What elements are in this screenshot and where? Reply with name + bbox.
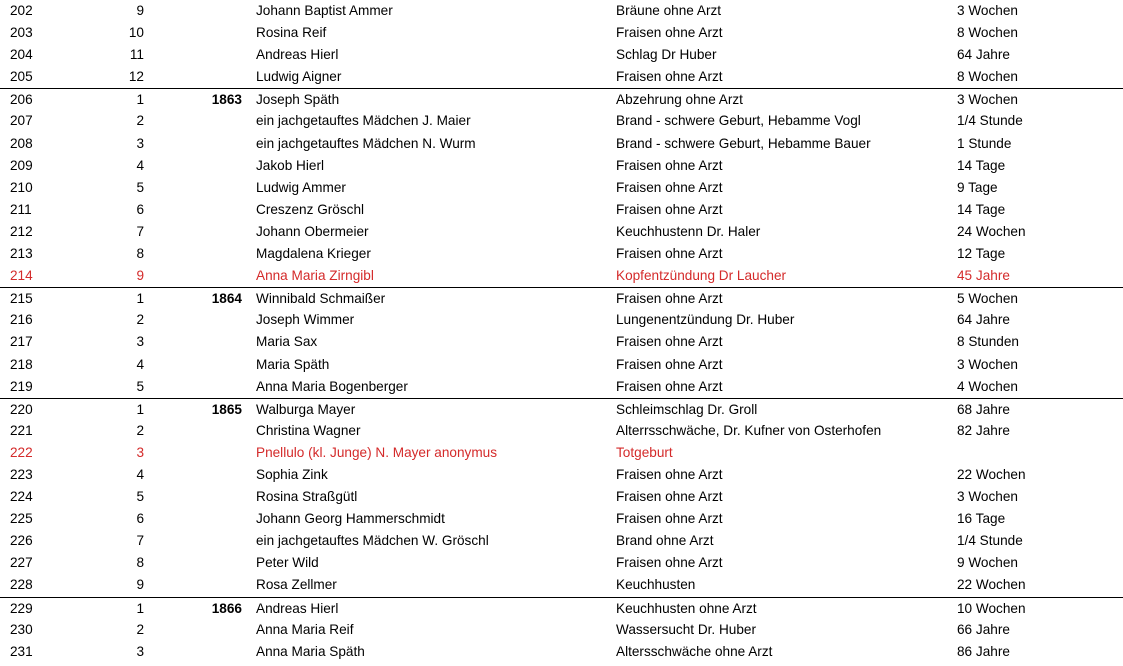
- person-name: Rosina Straßgütl: [256, 489, 358, 505]
- person-name: Anna Maria Reif: [256, 621, 354, 637]
- entry-number: 229: [10, 600, 33, 616]
- age-at-death: 9 Tage: [957, 179, 998, 195]
- person-name: ein jachgetauftes Mädchen N. Wurm: [256, 135, 476, 151]
- cause-of-death: Schlag Dr Huber: [616, 47, 717, 63]
- cause-of-death: Lungenentzündung Dr. Huber: [616, 312, 795, 328]
- person-name: Rosina Reif: [256, 25, 327, 41]
- entry-number: 207: [10, 113, 33, 129]
- person-name: Christina Wagner: [256, 422, 361, 438]
- table-row: [0, 574, 1123, 596]
- cause-of-death: Fraisen ohne Arzt: [616, 356, 723, 372]
- entry-number: 226: [10, 533, 33, 549]
- age-at-death: 16 Tage: [957, 511, 1006, 527]
- age-at-death: 66 Jahre: [957, 621, 1010, 637]
- age-at-death: 1 Stunde: [957, 135, 1012, 151]
- cause-of-death: Fraisen ohne Arzt: [616, 511, 723, 527]
- entry-number: 230: [10, 621, 33, 637]
- entry-number: 223: [10, 466, 33, 482]
- person-name: Johann Georg Hammerschmidt: [256, 511, 445, 527]
- year-sequence-number: 1: [136, 401, 144, 417]
- table-row: [0, 243, 1123, 265]
- year-sequence-number: 3: [136, 643, 144, 659]
- table-row: [0, 287, 1123, 309]
- table-row: [0, 619, 1123, 641]
- cause-of-death: Kopfentzündung Dr Laucher: [616, 268, 787, 284]
- year-sequence-number: 11: [129, 47, 144, 63]
- year-sequence-number: 6: [136, 201, 144, 217]
- entry-number: 205: [10, 69, 33, 85]
- year-sequence-number: 12: [128, 69, 144, 85]
- year-sequence-number: 2: [136, 621, 144, 637]
- table-row: [0, 420, 1123, 442]
- person-name: Maria Späth: [256, 356, 330, 372]
- year-sequence-number: 7: [136, 223, 144, 239]
- age-at-death: 1/4 Stunde: [957, 113, 1023, 129]
- table-row: [0, 641, 1123, 663]
- cause-of-death: Fraisen ohne Arzt: [616, 157, 723, 173]
- table-row: [0, 486, 1123, 508]
- cause-of-death: Keuchhustenn Dr. Haler: [616, 223, 761, 239]
- person-name: Winnibald Schmaißer: [256, 291, 386, 307]
- entry-number: 231: [10, 643, 33, 659]
- cause-of-death: Brand - schwere Geburt, Hebamme Vogl: [616, 113, 861, 129]
- cause-of-death: Fraisen ohne Arzt: [616, 378, 723, 394]
- age-at-death: 14 Tage: [957, 157, 1006, 173]
- year-sequence-number: 8: [136, 555, 144, 571]
- table-row: [0, 552, 1123, 574]
- age-at-death: 3 Wochen: [957, 92, 1018, 108]
- entry-number: 219: [10, 378, 33, 394]
- person-name: ein jachgetauftes Mädchen J. Maier: [256, 113, 471, 129]
- year-sequence-number: 9: [136, 577, 144, 593]
- year-sequence-number: 2: [136, 422, 144, 438]
- table-row: [0, 442, 1123, 464]
- year-sequence-number: 10: [128, 25, 144, 41]
- entry-number: 212: [10, 223, 33, 239]
- age-at-death: 14 Tage: [957, 201, 1006, 217]
- person-name: Joseph Wimmer: [256, 312, 355, 328]
- person-name: Walburga Mayer: [256, 401, 356, 417]
- entry-number: 210: [10, 179, 33, 195]
- cause-of-death: Totgeburt: [616, 444, 673, 460]
- year-sequence-number: 1: [136, 291, 144, 307]
- cause-of-death: Fraisen ohne Arzt: [616, 246, 723, 262]
- table-row: [0, 199, 1123, 221]
- age-at-death: 8 Stunden: [957, 334, 1019, 350]
- table-row: [0, 22, 1123, 44]
- entry-number: 202: [10, 3, 33, 18]
- entry-number: 215: [10, 291, 33, 307]
- age-at-death: 8 Wochen: [957, 69, 1018, 85]
- cause-of-death: Bräune ohne Arzt: [616, 3, 722, 18]
- entry-number: 213: [10, 246, 33, 262]
- cause-of-death: Schleimschlag Dr. Groll: [616, 401, 758, 417]
- year-sequence-number: 1: [136, 92, 144, 108]
- age-at-death: 8 Wochen: [957, 25, 1018, 41]
- age-at-death: 22 Wochen: [957, 577, 1026, 593]
- entry-number: 204: [10, 47, 33, 63]
- table-row: [0, 0, 1123, 22]
- entry-number: 221: [10, 422, 33, 438]
- year-sequence-number: 5: [136, 179, 144, 195]
- age-at-death: 82 Jahre: [957, 422, 1010, 438]
- entry-number: 208: [10, 135, 33, 151]
- age-at-death: 24 Wochen: [957, 223, 1026, 239]
- cause-of-death: Fraisen ohne Arzt: [616, 466, 723, 482]
- age-at-death: 3 Wochen: [957, 356, 1018, 372]
- cause-of-death: Fraisen ohne Arzt: [616, 334, 723, 350]
- person-name: Andreas Hierl: [256, 600, 339, 616]
- entry-number: 227: [10, 555, 33, 571]
- age-at-death: 4 Wochen: [957, 378, 1018, 394]
- person-name: Anna Maria Zirngibl: [256, 268, 374, 284]
- year-sequence-number: 1: [136, 600, 144, 616]
- entry-number: 228: [10, 577, 33, 593]
- person-name: Andreas Hierl: [256, 47, 339, 63]
- table-row: [0, 221, 1123, 243]
- cause-of-death: Keuchhusten: [616, 577, 696, 593]
- person-name: ein jachgetauftes Mädchen W. Gröschl: [256, 533, 489, 549]
- person-name: Magdalena Krieger: [256, 246, 371, 262]
- year-label: 1864: [211, 291, 242, 307]
- table-row: [0, 376, 1123, 398]
- year-sequence-number: 3: [136, 135, 144, 151]
- table-row: [0, 464, 1123, 486]
- cause-of-death: Abzehrung ohne Arzt: [616, 92, 743, 108]
- entry-number: 214: [10, 268, 33, 284]
- person-name: Rosa Zellmer: [256, 577, 337, 593]
- entry-number: 216: [10, 312, 33, 328]
- cause-of-death: Fraisen ohne Arzt: [616, 555, 723, 571]
- cause-of-death: Brand - schwere Geburt, Hebamme Bauer: [616, 135, 871, 151]
- entry-number: 209: [10, 157, 33, 173]
- age-at-death: 45 Jahre: [957, 268, 1010, 284]
- person-name: Peter Wild: [256, 555, 319, 571]
- cause-of-death: Altersschwäche ohne Arzt: [616, 643, 773, 659]
- year-sequence-number: 4: [136, 157, 144, 173]
- year-sequence-number: 4: [136, 466, 144, 482]
- year-sequence-number: 5: [136, 489, 144, 505]
- person-name: Ludwig Aigner: [256, 69, 342, 85]
- entry-number: 206: [10, 92, 33, 108]
- table-row: [0, 44, 1123, 66]
- year-sequence-number: 5: [136, 378, 144, 394]
- person-name: Ludwig Ammer: [256, 179, 346, 195]
- table-row: [0, 354, 1123, 376]
- person-name: Johann Baptist Ammer: [256, 3, 393, 18]
- year-label: 1863: [211, 92, 242, 108]
- year-label: 1866: [211, 600, 242, 616]
- year-sequence-number: 9: [136, 268, 144, 284]
- year-sequence-number: 3: [136, 444, 144, 460]
- age-at-death: 9 Wochen: [957, 555, 1018, 571]
- age-at-death: 1/4 Stunde: [957, 533, 1023, 549]
- cause-of-death: Alterrsschwäche, Dr. Kufner von Osterhofen: [616, 422, 882, 438]
- person-name: Pnellulo (kl. Junge) N. Mayer anonymus: [256, 444, 498, 460]
- year-sequence-number: 9: [136, 3, 144, 18]
- person-name: Sophia Zink: [256, 466, 328, 482]
- year-label: 1865: [211, 401, 242, 417]
- person-name: Anna Maria Späth: [256, 643, 365, 659]
- age-at-death: 3 Wochen: [957, 3, 1018, 18]
- table-row: [0, 530, 1123, 552]
- age-at-death: 64 Jahre: [957, 312, 1010, 328]
- person-name: Maria Sax: [256, 334, 318, 350]
- person-name: Jakob Hierl: [256, 157, 324, 173]
- table-row: [0, 110, 1123, 132]
- age-at-death: 22 Wochen: [957, 466, 1026, 482]
- table-row: [0, 88, 1123, 110]
- table-row: [0, 66, 1123, 88]
- entry-number: 224: [10, 489, 33, 505]
- entry-number: 217: [10, 334, 33, 350]
- cause-of-death: Wassersucht Dr. Huber: [616, 621, 757, 637]
- age-at-death: 86 Jahre: [957, 643, 1010, 659]
- entry-number: 222: [10, 444, 33, 460]
- cause-of-death: Keuchhusten ohne Arzt: [616, 600, 757, 616]
- entry-number: 218: [10, 356, 33, 372]
- year-sequence-number: 6: [136, 511, 144, 527]
- table-row: [0, 508, 1123, 530]
- age-at-death: 10 Wochen: [957, 600, 1026, 616]
- table-row: [0, 331, 1123, 353]
- year-sequence-number: 2: [136, 312, 144, 328]
- person-name: Joseph Späth: [256, 92, 340, 108]
- age-at-death: 64 Jahre: [957, 47, 1010, 63]
- year-sequence-number: 3: [136, 334, 144, 350]
- age-at-death: 5 Wochen: [957, 291, 1018, 307]
- entry-number: 220: [10, 401, 33, 417]
- age-at-death: 3 Wochen: [957, 489, 1018, 505]
- age-at-death: 12 Tage: [957, 246, 1006, 262]
- entry-number: 211: [10, 201, 32, 217]
- cause-of-death: Fraisen ohne Arzt: [616, 179, 723, 195]
- cause-of-death: Fraisen ohne Arzt: [616, 25, 723, 41]
- table-row: [0, 597, 1123, 619]
- person-name: Anna Maria Bogenberger: [256, 378, 408, 394]
- cause-of-death: Fraisen ohne Arzt: [616, 489, 723, 505]
- entry-number: 225: [10, 511, 33, 527]
- year-sequence-number: 4: [136, 356, 144, 372]
- table-row: [0, 398, 1123, 420]
- year-sequence-number: 2: [136, 113, 144, 129]
- person-name: Creszenz Gröschl: [256, 201, 365, 217]
- table-row: [0, 133, 1123, 155]
- table-row: [0, 177, 1123, 199]
- cause-of-death: Brand ohne Arzt: [616, 533, 714, 549]
- entry-number: 203: [10, 25, 33, 41]
- year-sequence-number: 7: [136, 533, 144, 549]
- cause-of-death: Fraisen ohne Arzt: [616, 291, 723, 307]
- table-row: [0, 265, 1123, 287]
- age-at-death: 68 Jahre: [957, 401, 1010, 417]
- year-sequence-number: 8: [136, 246, 144, 262]
- cause-of-death: Fraisen ohne Arzt: [616, 201, 723, 217]
- person-name: Johann Obermeier: [256, 223, 369, 239]
- table-row: [0, 309, 1123, 331]
- table-row: [0, 155, 1123, 177]
- cause-of-death: Fraisen ohne Arzt: [616, 69, 723, 85]
